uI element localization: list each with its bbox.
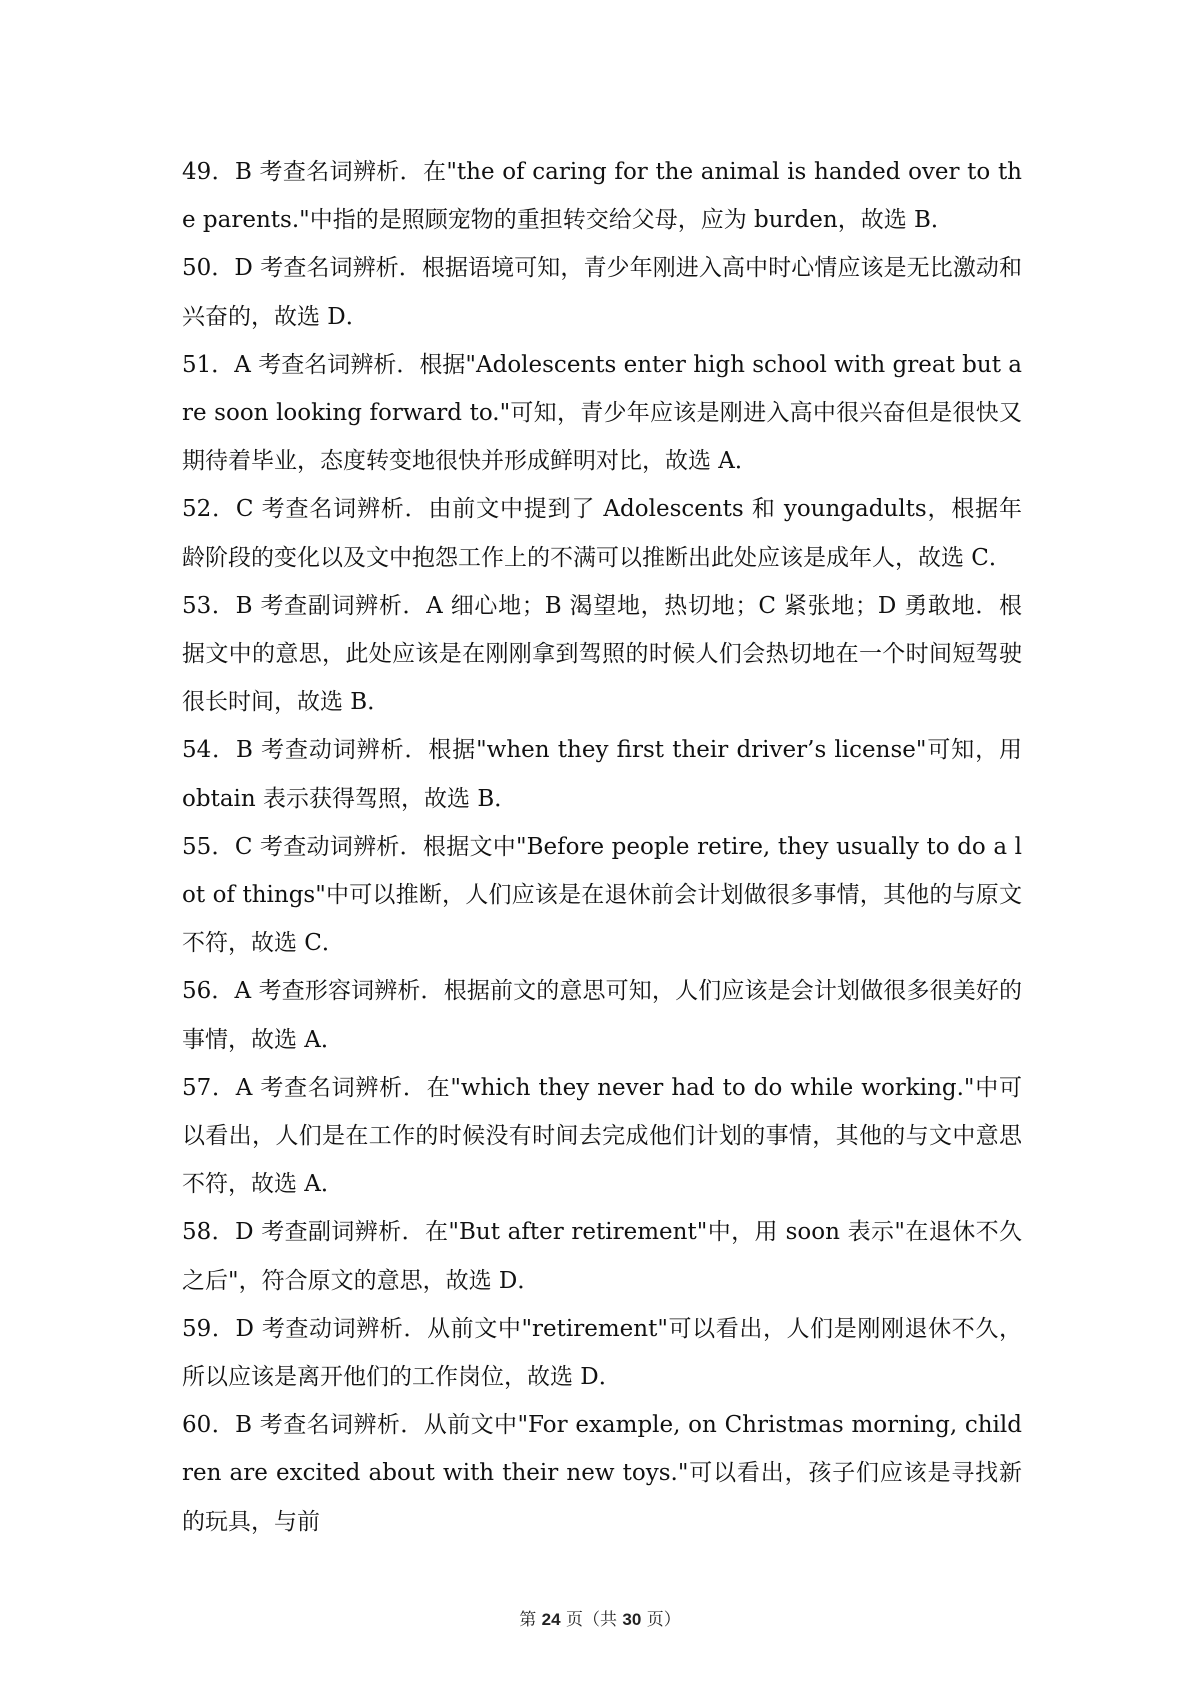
explanation-item-58 xyxy=(182,1208,1022,1304)
footer-prefix: 第 xyxy=(519,1610,537,1630)
explanation-item-53 xyxy=(182,582,1022,727)
explanation-text: 51．A 考查名词辨析．根据"Adolescents enter high school with great but are soon looking forward to."可知，青少年应该是刚进入高中很兴奋但是很快又期待着毕业，态度转变地很快并形成鲜明对比，故选 A． xyxy=(182,351,1022,475)
explanation-text: 57．A 考查名词辨析．在"which they never had to do while working."中可以看出，人们是在工作的时候没有时间去完成他们计划的事情，其他的与文中意思不符，故选 A． xyxy=(182,1074,1022,1198)
explanation-text: 52．C 考查名词辨析．由前文中提到了 Adolescents 和 youngadults，根据年龄阶段的变化以及文中抱怨工作上的不满可以推断出此处应该是成年人，故选 C． xyxy=(182,496,1022,571)
explanation-item-56 xyxy=(182,967,1022,1063)
footer-middle: 页（共 xyxy=(566,1610,617,1630)
explanation-item-55 xyxy=(182,823,1022,968)
explanation-item-52 xyxy=(182,485,1022,581)
explanation-item-60 xyxy=(182,1401,1022,1546)
explanation-text: 59．D 考查动词辨析．从前文中"retirement"可以看出，人们是刚刚退休不久，所以应该是离开他们的工作岗位，故选 D． xyxy=(182,1315,1022,1391)
explanation-text: 55．C 考查动词辨析．根据文中"Before people retire, they usually to do a lot of things"中可以推断，人们应该是在退休前会计划做很多事情，其他的与原文不符，故选 C． xyxy=(182,833,1022,957)
explanation-item-59 xyxy=(182,1305,1022,1401)
explanation-text: 53．B 考查副词辨析．A 细心地；B 渴望地，热切地；C 紧张地；D 勇敢地．根据文中的意思，此处应该是在刚刚拿到驾照的时候人们会热切地在一个时间短驾驶很长时间，故选 B． xyxy=(182,592,1022,716)
current-page-number: 24 xyxy=(541,1610,561,1629)
explanation-item-50 xyxy=(182,244,1022,340)
explanation-text: 56．A 考查形容词辨析．根据前文的意思可知，人们应该是会计划做很多很美好的事情，故选 A． xyxy=(182,978,1022,1053)
answer-explanations xyxy=(182,148,1022,1546)
explanation-text: 54．B 考查动词辨析．根据"when they first their driver’s license"可知，用 obtain 表示获得驾照，故选 B． xyxy=(182,737,1022,812)
explanation-text: 50．D 考查名词辨析．根据语境可知，青少年刚进入高中时心情应该是无比激动和兴奋的，故选 D． xyxy=(182,255,1022,330)
explanation-item-54 xyxy=(182,726,1022,822)
explanation-text: 60．B 考查名词辨析．从前文中"For example, on Christmas morning, children are excited about with their new toys."可以看出，孩子们应该是寻找新的玩具，与前 xyxy=(182,1412,1022,1535)
explanation-text: 58．D 考查副词辨析．在"But after retirement"中，用 soon 表示"在退休不久之后"，符合原文的意思，故选 D． xyxy=(182,1219,1022,1294)
total-page-count: 30 xyxy=(622,1610,642,1629)
explanation-text: 49．B 考查名词辨析．在"the of caring for the animal is handed over to the parents."中指的是照顾宠物的重担转交给父母，应为 burden，故选 B． xyxy=(182,159,1022,234)
explanation-item-57 xyxy=(182,1064,1022,1209)
page-footer xyxy=(0,1608,1200,1632)
footer-suffix: 页） xyxy=(646,1610,681,1630)
explanation-item-51 xyxy=(182,341,1022,486)
explanation-item-49 xyxy=(182,148,1022,244)
